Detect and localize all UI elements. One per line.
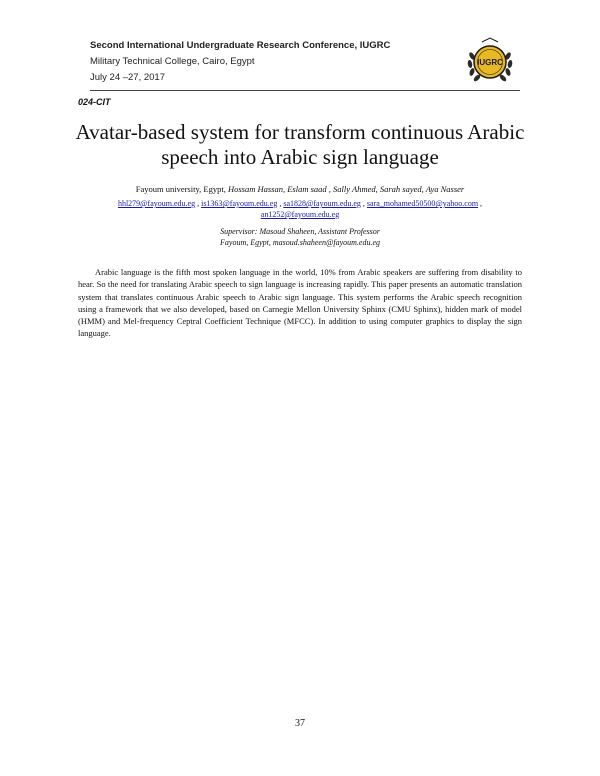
conference-header bbox=[90, 38, 510, 86]
author-line bbox=[60, 183, 540, 196]
email-link[interactable]: an1252@fayoum.edu.eg bbox=[260, 210, 340, 219]
iugrc-logo-icon bbox=[462, 36, 518, 86]
abstract-paragraph: Arabic language is the fifth most spoken language in the world, 10% from Arabic speakers are suffering from disability to hear. So the need for translating Arabic speech to sign language is increasing rapidly. This paper presents an automatic translation system that translates continuous Arabic speech to Arabic sign language. This system performs the Arabic speech recognition using a framework that we also developed, based on Carnegie Mellon University Sphinx (CMU Sphinx), hidden mark of model (HMM) and Mel-frequency Ceptral Coefficient Technique (MFCC). In addition to using computer graphics to display the sign language. bbox=[78, 267, 522, 339]
paper-id: 024-CIT bbox=[78, 97, 111, 107]
conference-name: Second International Undergraduate Research Conference, IUGRC bbox=[90, 40, 391, 51]
title-line-1: Avatar-based system for transform continuous Arabic bbox=[75, 120, 525, 144]
email-separator: , bbox=[478, 199, 483, 208]
page-number: 37 bbox=[295, 718, 305, 729]
email-link[interactable]: is1363@fayoum.edu.eg bbox=[201, 199, 278, 208]
supervisor-contact: Fayoum, Egypt, masoud.shaheen@fayoum.edu.eg bbox=[220, 238, 380, 247]
affiliation: Fayoum university, Egypt, bbox=[135, 184, 226, 194]
conference-location: Military Technical College, Cairo, Egypt bbox=[90, 56, 255, 67]
email-link[interactable]: sa1828@fayoum.edu.eg bbox=[283, 199, 361, 208]
logo-text: IUGRC bbox=[477, 58, 503, 67]
paper-title bbox=[60, 120, 540, 170]
title-line-2: speech into Arabic sign language bbox=[161, 145, 439, 169]
email-separator: , bbox=[360, 199, 367, 208]
conference-dates: July 24 –27, 2017 bbox=[90, 72, 166, 83]
email-link[interactable]: hhl279@fayoum.edu.eg bbox=[117, 199, 196, 208]
supervisor-name: Supervisor: Masoud Shaheen, Assistant Professor bbox=[220, 227, 380, 236]
email-link[interactable]: sara_mohamed50500@yahoo.com bbox=[366, 199, 479, 208]
supervisor-block bbox=[60, 226, 540, 248]
header-divider bbox=[90, 90, 520, 91]
email-separator: , bbox=[277, 199, 284, 208]
email-list bbox=[60, 198, 540, 220]
email-separator: , bbox=[195, 199, 202, 208]
author-names: Hossam Hassan, Eslam saad , Sally Ahmed, Sarah sayed, Aya Nasser bbox=[227, 184, 465, 194]
